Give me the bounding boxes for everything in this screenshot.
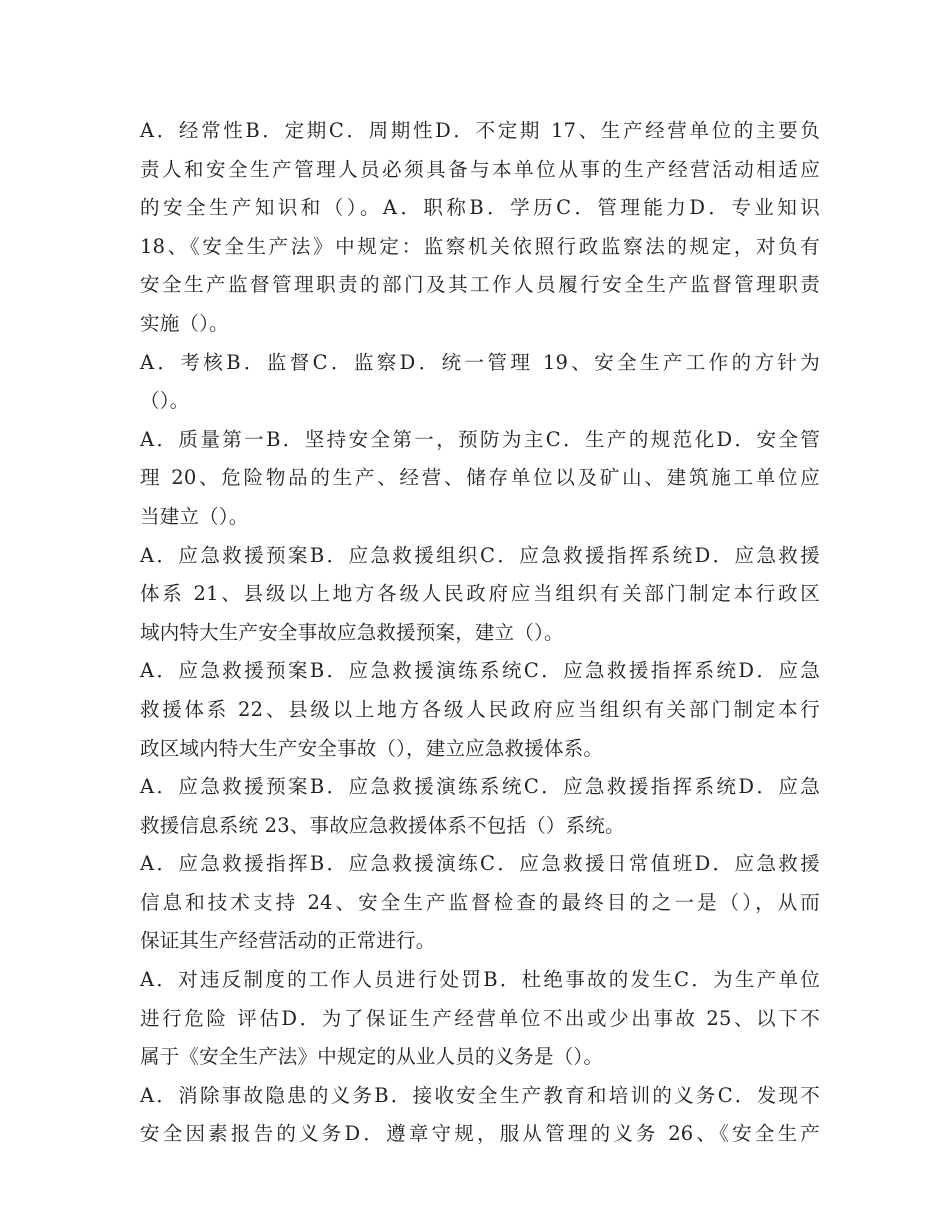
text-line: A．应急救援指挥B．应急救援演练C．应急救援日常值班D．应急救援 bbox=[140, 852, 820, 876]
text-line: 责人和安全生产管理人员必须具备与本单位从事的生产经营活动相适应 bbox=[140, 157, 820, 181]
text-line: 安全因素报告的义务D．遵章守规，服从管理的义务 26、《安全生产 bbox=[140, 1122, 820, 1146]
text-line: A．经常性B．定期C．周期性D．不定期 17、生产经营单位的主要负 bbox=[140, 119, 820, 142]
text-line: 的安全生产知识和（）。A．职称B．学历C．管理能力D．专业知识 bbox=[140, 196, 820, 220]
text-line: A．消除事故隐患的义务B．接收安全生产教育和培训的义务C．发现不 bbox=[140, 1083, 820, 1107]
question-text-block bbox=[140, 112, 820, 1154]
text-line: 理 20、危险物品的生产、经营、储存单位以及矿山、建筑施工单位应 bbox=[140, 466, 820, 490]
text-line: A．质量第一B．坚持安全第一，预防为主C．生产的规范化D．安全管 bbox=[140, 427, 820, 451]
text-line: 进行危险 评估D．为了保证生产经营单位不出或少出事故 25、以下不 bbox=[140, 1006, 820, 1030]
text-line: 当建立（）。 bbox=[140, 504, 249, 528]
text-line: 18、《安全生产法》中规定：监察机关依照行政监察法的规定，对负有 bbox=[140, 234, 820, 258]
text-line: （）。 bbox=[140, 389, 190, 413]
text-line: 救援体系 22、县级以上地方各级人民政府应当组织有关部门制定本行 bbox=[140, 697, 820, 721]
text-line: 域内特大生产安全事故应急救援预案，建立（）。 bbox=[140, 620, 564, 644]
text-line: A．应急救援预案B．应急救援演练系统C．应急救援指挥系统D．应急 bbox=[140, 659, 820, 683]
text-line: 政区域内特大生产安全事故（），建立应急救援体系。 bbox=[140, 736, 604, 760]
text-line: 体系 21、县级以上地方各级人民政府应当组织有关部门制定本行政区 bbox=[140, 582, 820, 606]
text-line: 安全生产监督管理职责的部门及其工作人员履行安全生产监督管理职责 bbox=[140, 273, 820, 297]
text-line: 信息和技术支持 24、安全生产监督检查的最终目的之一是（），从而 bbox=[140, 890, 820, 914]
text-line: 实施（）。 bbox=[140, 311, 229, 335]
text-line: 救援信息系统 23、事故应急救援体系不包括（）系统。 bbox=[140, 813, 625, 837]
text-line: A．应急救援预案B．应急救援演练系统C．应急救援指挥系统D．应急 bbox=[140, 775, 820, 799]
text-line: A．考核B．监督C．监察D．统一管理 19、安全生产工作的方针为 bbox=[140, 350, 820, 374]
text-line: A．应急救援预案B．应急救援组织C．应急救援指挥系统D．应急救援 bbox=[140, 543, 820, 567]
text-line: 保证其生产经营活动的正常进行。 bbox=[140, 929, 436, 953]
text-line: 属于《安全生产法》中规定的从业人员的义务是（）。 bbox=[140, 1045, 604, 1069]
text-line: A．对违反制度的工作人员进行处罚B．杜绝事故的发生C．为生产单位 bbox=[140, 968, 820, 992]
